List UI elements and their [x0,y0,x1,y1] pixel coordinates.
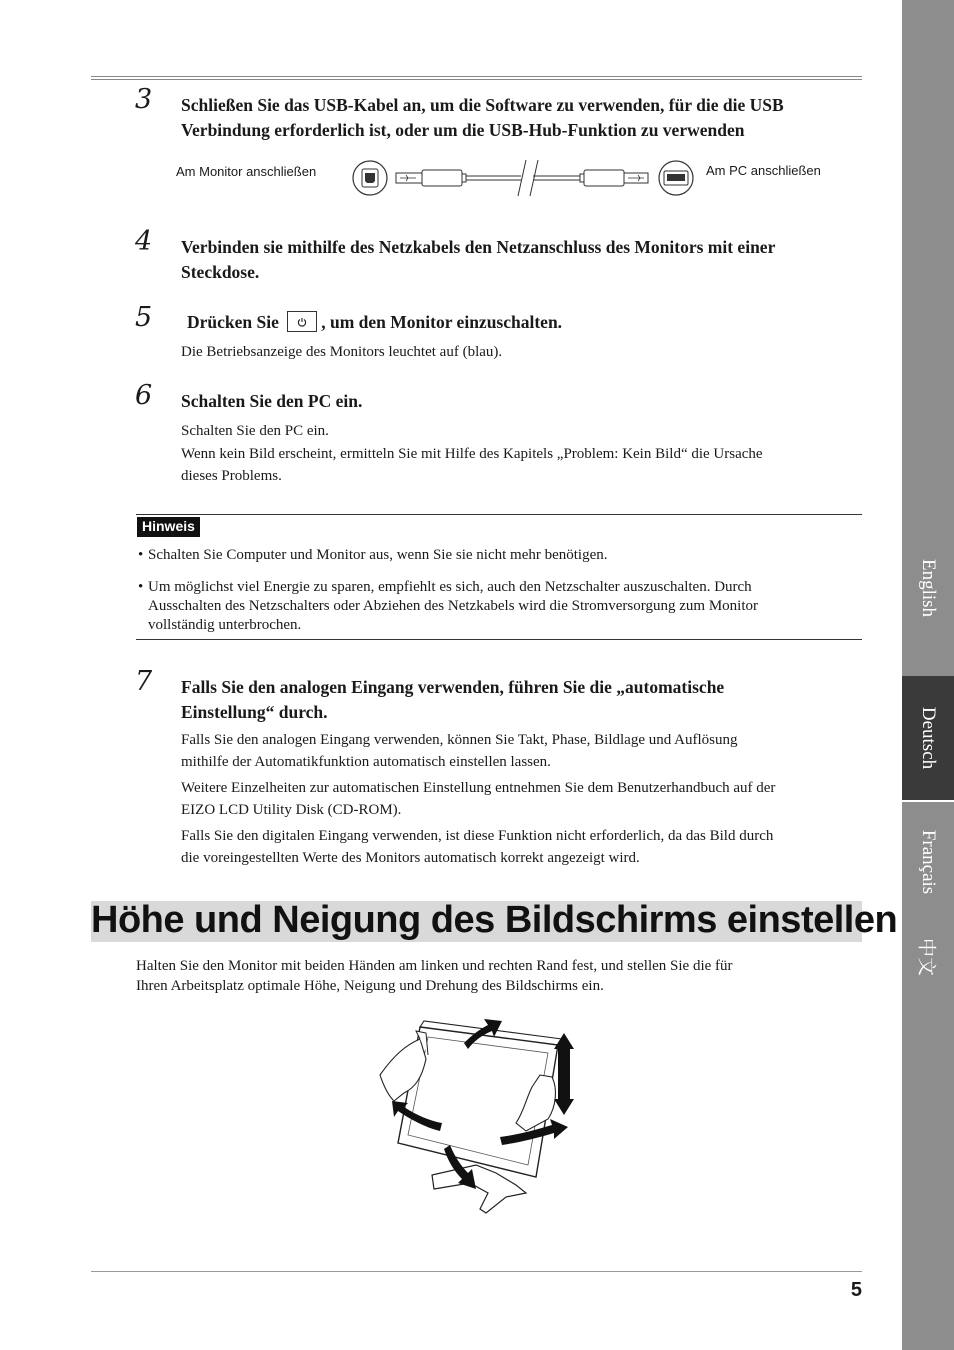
tab-chinese[interactable] [902,922,954,992]
step-7-para-2 [181,777,881,821]
step-5-heading [187,310,562,335]
monitor-adjust-illustration [376,1015,586,1220]
step-7-para-3-line2: die voreingestellten Werte des Monitors automatisch korrekt angezeigt wird. [181,850,640,866]
step-5-heading-after: , um den Monitor einzuschalten. [321,312,563,332]
hinweis-item-2-line1: Um möglichst viel Energie zu sparen, empfiehlt es sich, auch den Netzschalter auszuschalten. Durch [148,579,752,595]
step-5-heading-before: Drücken Sie [187,312,279,332]
hinweis-item-2 [148,578,862,635]
usb-cable-diagram [350,158,696,198]
page-number: 5 [850,1279,862,1301]
step-4-heading [181,235,881,284]
hinweis-bullet-1: • [138,547,144,563]
usb-b-port-icon [353,161,387,195]
step-6-number: 6 [135,380,153,411]
usb-cable-icon [396,160,648,196]
step-7-number: 7 [135,666,153,697]
section-intro-line2: Ihren Arbeitsplatz optimale Höhe, Neigung und Drehung des Bildschirms ein. [136,978,604,994]
step-4-heading-line1: Verbinden sie mithilfe des Netzkabels den Netzanschluss des Monitors mit einer [181,237,776,257]
tab-english[interactable] [902,500,954,676]
step-6-body1: Schalten Sie den PC ein. [181,423,329,439]
tab-deutsch[interactable] [902,676,954,800]
section-intro [136,956,862,996]
step-7-para-2-line1: Weitere Einzelheiten zur automatischen Einstellung entnehmen Sie dem Benutzerhandbuch auf der [181,780,776,796]
step-6-body2 [181,443,881,487]
step-3-heading [181,93,881,142]
step-7-heading-line2: Einstellung“ durch. [181,701,328,722]
step-4-number: 4 [135,226,153,257]
hinweis-item-2-line3: vollständig unterbrochen. [148,617,302,633]
usb-left-label: Am Monitor anschließen [176,164,317,179]
step-5-number: 5 [135,302,153,333]
step-7-para-2-line2: EIZO LCD Utility Disk (CD-ROM). [181,802,402,818]
section-title-bar [91,899,898,942]
step-7-para-1 [181,729,881,773]
hinweis-label: Hinweis [137,517,200,537]
step-5-body: Die Betriebsanzeige des Monitors leuchtet auf (blau). [181,344,503,360]
step-7-para-3 [181,825,881,869]
section-intro-line1: Halten Sie den Monitor mit beiden Händen am linken und rechten Rand fest, und stellen Sie die für [136,958,733,974]
usb-right-label: Am PC anschließen [706,163,821,178]
usb-a-port-icon [659,161,693,195]
tab-francais-label: Français [918,829,939,895]
language-sidebar [902,0,954,1350]
tab-english-label: English [918,558,939,618]
step-3-heading-line2: Verbindung erforderlich ist, oder um die USB-Hub-Funktion zu verwenden [181,119,745,140]
height-arrow-icon [554,1033,574,1115]
step-7-para-3-line1: Falls Sie den digitalen Eingang verwenden, ist diese Funktion nicht erforderlich, da das Bild durch [181,828,774,844]
hinweis-item-1: Schalten Sie Computer und Monitor aus, wenn Sie sie nicht mehr benötigen. [148,547,608,563]
tab-francais[interactable] [902,802,954,922]
hinweis-bullet-2: • [138,579,144,595]
step-7-heading [181,675,881,724]
monitor-stand [432,1165,526,1213]
step-6-heading: Schalten Sie den PC ein. [181,391,363,411]
step-7-para-1-line1: Falls Sie den analogen Eingang verwenden, können Sie Takt, Phase, Bildlage und Auflösung [181,732,738,748]
step-7-para-1-line2: mithilfe der Automatikfunktion automatisch einstellen lassen. [181,754,551,770]
step-6-body2-line2: dieses Problems. [181,468,282,484]
step-7-heading-line1: Falls Sie den analogen Eingang verwenden, führen Sie die „automatische [181,677,725,697]
section-title: Höhe und Neigung des Bildschirms einstellen [91,899,898,941]
bottom-rule [91,1271,862,1272]
power-button-icon [287,311,317,332]
step-6-body2-line1: Wenn kein Bild erscheint, ermitteln Sie mit Hilfe des Kapitels „Problem: Kein Bild“ die Ursache [181,446,763,462]
step-3-number: 3 [135,84,153,115]
tab-chinese-label: 中文 [915,937,937,977]
hinweis-item-2-line2: Ausschalten des Netzschalters oder Abziehen des Netzkabels wird die Stromversorgung zum Monitor [148,598,758,614]
step-3-heading-line1: Schließen Sie das USB-Kabel an, um die Software zu verwenden, für die die USB [181,95,784,115]
tab-deutsch-label: Deutsch [918,706,939,770]
top-rule [91,76,862,80]
step-4-heading-line2: Steckdose. [181,261,260,282]
